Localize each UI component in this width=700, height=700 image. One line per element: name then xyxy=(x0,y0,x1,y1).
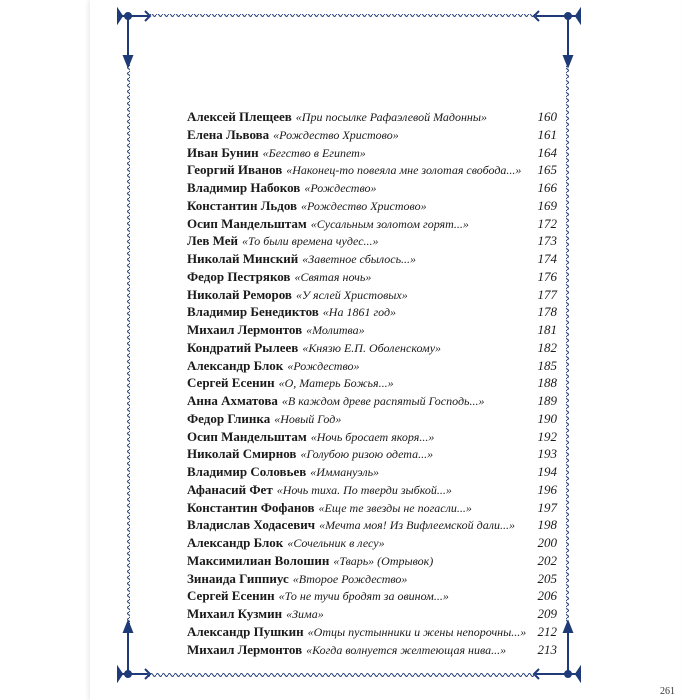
toc-page-number: 193 xyxy=(537,446,557,462)
toc-author: Александр Блок xyxy=(187,357,284,373)
toc-page-number: 209 xyxy=(537,606,557,621)
toc-title: «Ночь бросает якоря...» xyxy=(310,429,435,444)
toc-author: Осип Мандельштам xyxy=(187,215,307,231)
toc-entry xyxy=(187,250,557,268)
toc-author: Николай Минский xyxy=(187,251,299,266)
toc-author: Лев Мей xyxy=(187,233,238,249)
page-number: 261 xyxy=(660,686,675,697)
toc-entry xyxy=(187,587,557,605)
toc-entry xyxy=(187,516,557,534)
toc-title: «Голубою ризою одета...» xyxy=(300,447,434,462)
toc-title: «В каждом древе распятый Господь...» xyxy=(281,394,485,408)
toc-entry xyxy=(187,286,557,304)
toc-page-number: 206 xyxy=(537,588,557,604)
toc-title: «Когда волнуется желтеющая нива...» xyxy=(306,642,507,657)
toc-entry xyxy=(187,445,557,463)
toc-page-number: 200 xyxy=(537,535,557,550)
toc-author: Михаил Лермонтов xyxy=(187,641,303,657)
toc-page-number: 185 xyxy=(537,357,557,373)
toc-title: «Тварь» (Отрывок) xyxy=(333,553,434,568)
toc-title: «Сочельник в лесу» xyxy=(287,536,385,550)
toc-author: Сергей Есенин xyxy=(187,588,275,604)
toc-entry xyxy=(187,463,557,481)
toc-title: «Рождество Христово» xyxy=(301,198,427,213)
toc-entry xyxy=(187,605,557,623)
toc-title: «Святая ночь» xyxy=(294,269,372,284)
toc-page-number: 178 xyxy=(537,304,557,320)
toc-entry xyxy=(187,410,557,428)
toc-author: Георгий Иванов xyxy=(187,162,283,178)
toc-title: «Рождество Христово» xyxy=(273,127,399,142)
toc-entry xyxy=(187,623,557,641)
toc-entry xyxy=(187,144,557,162)
toc-page-number: 205 xyxy=(537,570,557,586)
toc-title: «На 1861 год» xyxy=(322,305,397,320)
toc-page-number: 197 xyxy=(537,499,557,515)
toc-entry xyxy=(187,215,557,233)
toc-page-number: 202 xyxy=(537,552,557,568)
toc-author: Кондратий Рылеев xyxy=(187,339,299,355)
toc-entry xyxy=(187,392,557,410)
toc-entry xyxy=(187,303,557,321)
toc-entry xyxy=(187,641,557,659)
toc-page-number: 166 xyxy=(537,180,557,195)
toc-title: «Рождество» xyxy=(304,181,377,195)
toc-title: «То были времена чудес...» xyxy=(242,234,379,249)
toc-title: «У яслей Христовых» xyxy=(295,287,408,302)
toc-author: Михаил Кузмин xyxy=(187,606,283,621)
toc-page-number: 192 xyxy=(537,428,557,444)
toc-entry xyxy=(187,108,557,126)
toc-title: «Наконец-то повеяла мне золотая свобода...» xyxy=(286,163,522,178)
toc-entry xyxy=(187,339,557,357)
toc-entry xyxy=(187,161,557,179)
toc-page-number: 196 xyxy=(537,481,557,497)
toc-title: «Отцы пустынники и жены непорочны...» xyxy=(307,624,527,639)
toc-title: «Второе Рождество» xyxy=(292,571,408,586)
toc-page-number: 164 xyxy=(537,144,557,160)
toc-page-number: 190 xyxy=(537,410,557,426)
toc-page-number: 173 xyxy=(537,233,557,249)
toc-entry xyxy=(187,481,557,499)
toc-entry xyxy=(187,232,557,250)
toc-title: «Ночь тиха. По тверди зыбкой...» xyxy=(276,482,452,497)
toc-title: «Еще те звезды не погасли...» xyxy=(318,500,472,515)
toc-page-number: 161 xyxy=(537,126,557,142)
toc-title: «Сусальным золотом горят...» xyxy=(310,216,469,231)
toc-title: «Иммануэль» xyxy=(310,465,380,479)
toc-author: Анна Ахматова xyxy=(187,393,278,408)
toc-page-number: 189 xyxy=(537,393,557,408)
toc-author: Александр Пушкин xyxy=(187,623,304,639)
toc-title: «Рождество» xyxy=(287,358,360,373)
toc-author: Зинаида Гиппиус xyxy=(187,570,289,586)
toc-page-number: 176 xyxy=(537,268,557,284)
toc-author: Николай Реморов xyxy=(187,286,292,302)
toc-page-number: 165 xyxy=(537,162,557,178)
toc-page-number: 213 xyxy=(537,641,557,657)
toc-entry xyxy=(187,552,557,570)
toc-author: Николай Смирнов xyxy=(187,446,297,462)
toc-author: Алексей Плещеев xyxy=(187,109,292,124)
toc-entry xyxy=(187,428,557,446)
toc-author: Владимир Набоков xyxy=(187,180,301,195)
table-of-contents xyxy=(187,108,557,658)
toc-author: Владислав Ходасевич xyxy=(187,517,316,533)
toc-page-number: 177 xyxy=(537,286,557,302)
toc-author: Константин Фофанов xyxy=(187,499,315,515)
toc-title: «Князю Е.П. Оболенскому» xyxy=(302,340,442,355)
toc-title: «Зима» xyxy=(286,607,324,621)
toc-author: Константин Льдов xyxy=(187,197,298,213)
toc-entry xyxy=(187,126,557,144)
toc-entry xyxy=(187,374,557,392)
toc-title: «Заветное сбылось...» xyxy=(302,252,417,266)
toc-page-number: 174 xyxy=(537,251,557,266)
toc-page-number: 212 xyxy=(537,623,557,639)
toc-author: Афанасий Фет xyxy=(187,481,273,497)
toc-entry xyxy=(187,268,557,286)
toc-entry xyxy=(187,357,557,375)
toc-page-number: 194 xyxy=(537,464,557,479)
toc-title: «Бегство в Египет» xyxy=(262,145,366,160)
toc-author: Максимилиан Волошин xyxy=(187,552,330,568)
toc-title: «При посылке Рафаэлевой Мадонны» xyxy=(295,110,487,124)
toc-author: Иван Бунин xyxy=(187,144,259,160)
toc-page-number: 182 xyxy=(537,339,557,355)
toc-entry xyxy=(187,570,557,588)
toc-author: Федор Глинка xyxy=(187,410,271,426)
toc-page-number: 198 xyxy=(537,517,557,533)
toc-author: Михаил Лермонтов xyxy=(187,322,303,337)
toc-entry xyxy=(187,534,557,552)
toc-author: Владимир Бенедиктов xyxy=(187,304,319,320)
toc-title: «Мечта моя! Из Вифлеемской дали...» xyxy=(319,518,515,533)
toc-author: Владимир Соловьев xyxy=(187,464,307,479)
toc-page-number: 160 xyxy=(537,109,557,124)
toc-title: «Молитва» xyxy=(306,323,365,337)
toc-author: Сергей Есенин xyxy=(187,375,275,391)
toc-author: Федор Пестряков xyxy=(187,268,291,284)
toc-author: Александр Блок xyxy=(187,535,284,550)
toc-page-number: 181 xyxy=(537,322,557,337)
toc-page-number: 188 xyxy=(537,375,557,391)
toc-entry xyxy=(187,321,557,339)
toc-page-number: 172 xyxy=(537,215,557,231)
toc-title: «Новый Год» xyxy=(274,411,342,426)
toc-page-number: 169 xyxy=(537,197,557,213)
toc-entry xyxy=(187,499,557,517)
toc-title: «О, Матерь Божья...» xyxy=(278,376,394,391)
toc-title: «То не тучи бродят за овином...» xyxy=(278,589,449,604)
toc-entry xyxy=(187,197,557,215)
toc-author: Осип Мандельштам xyxy=(187,428,307,444)
toc-entry xyxy=(187,179,557,197)
toc-author: Елена Львова xyxy=(187,126,270,142)
